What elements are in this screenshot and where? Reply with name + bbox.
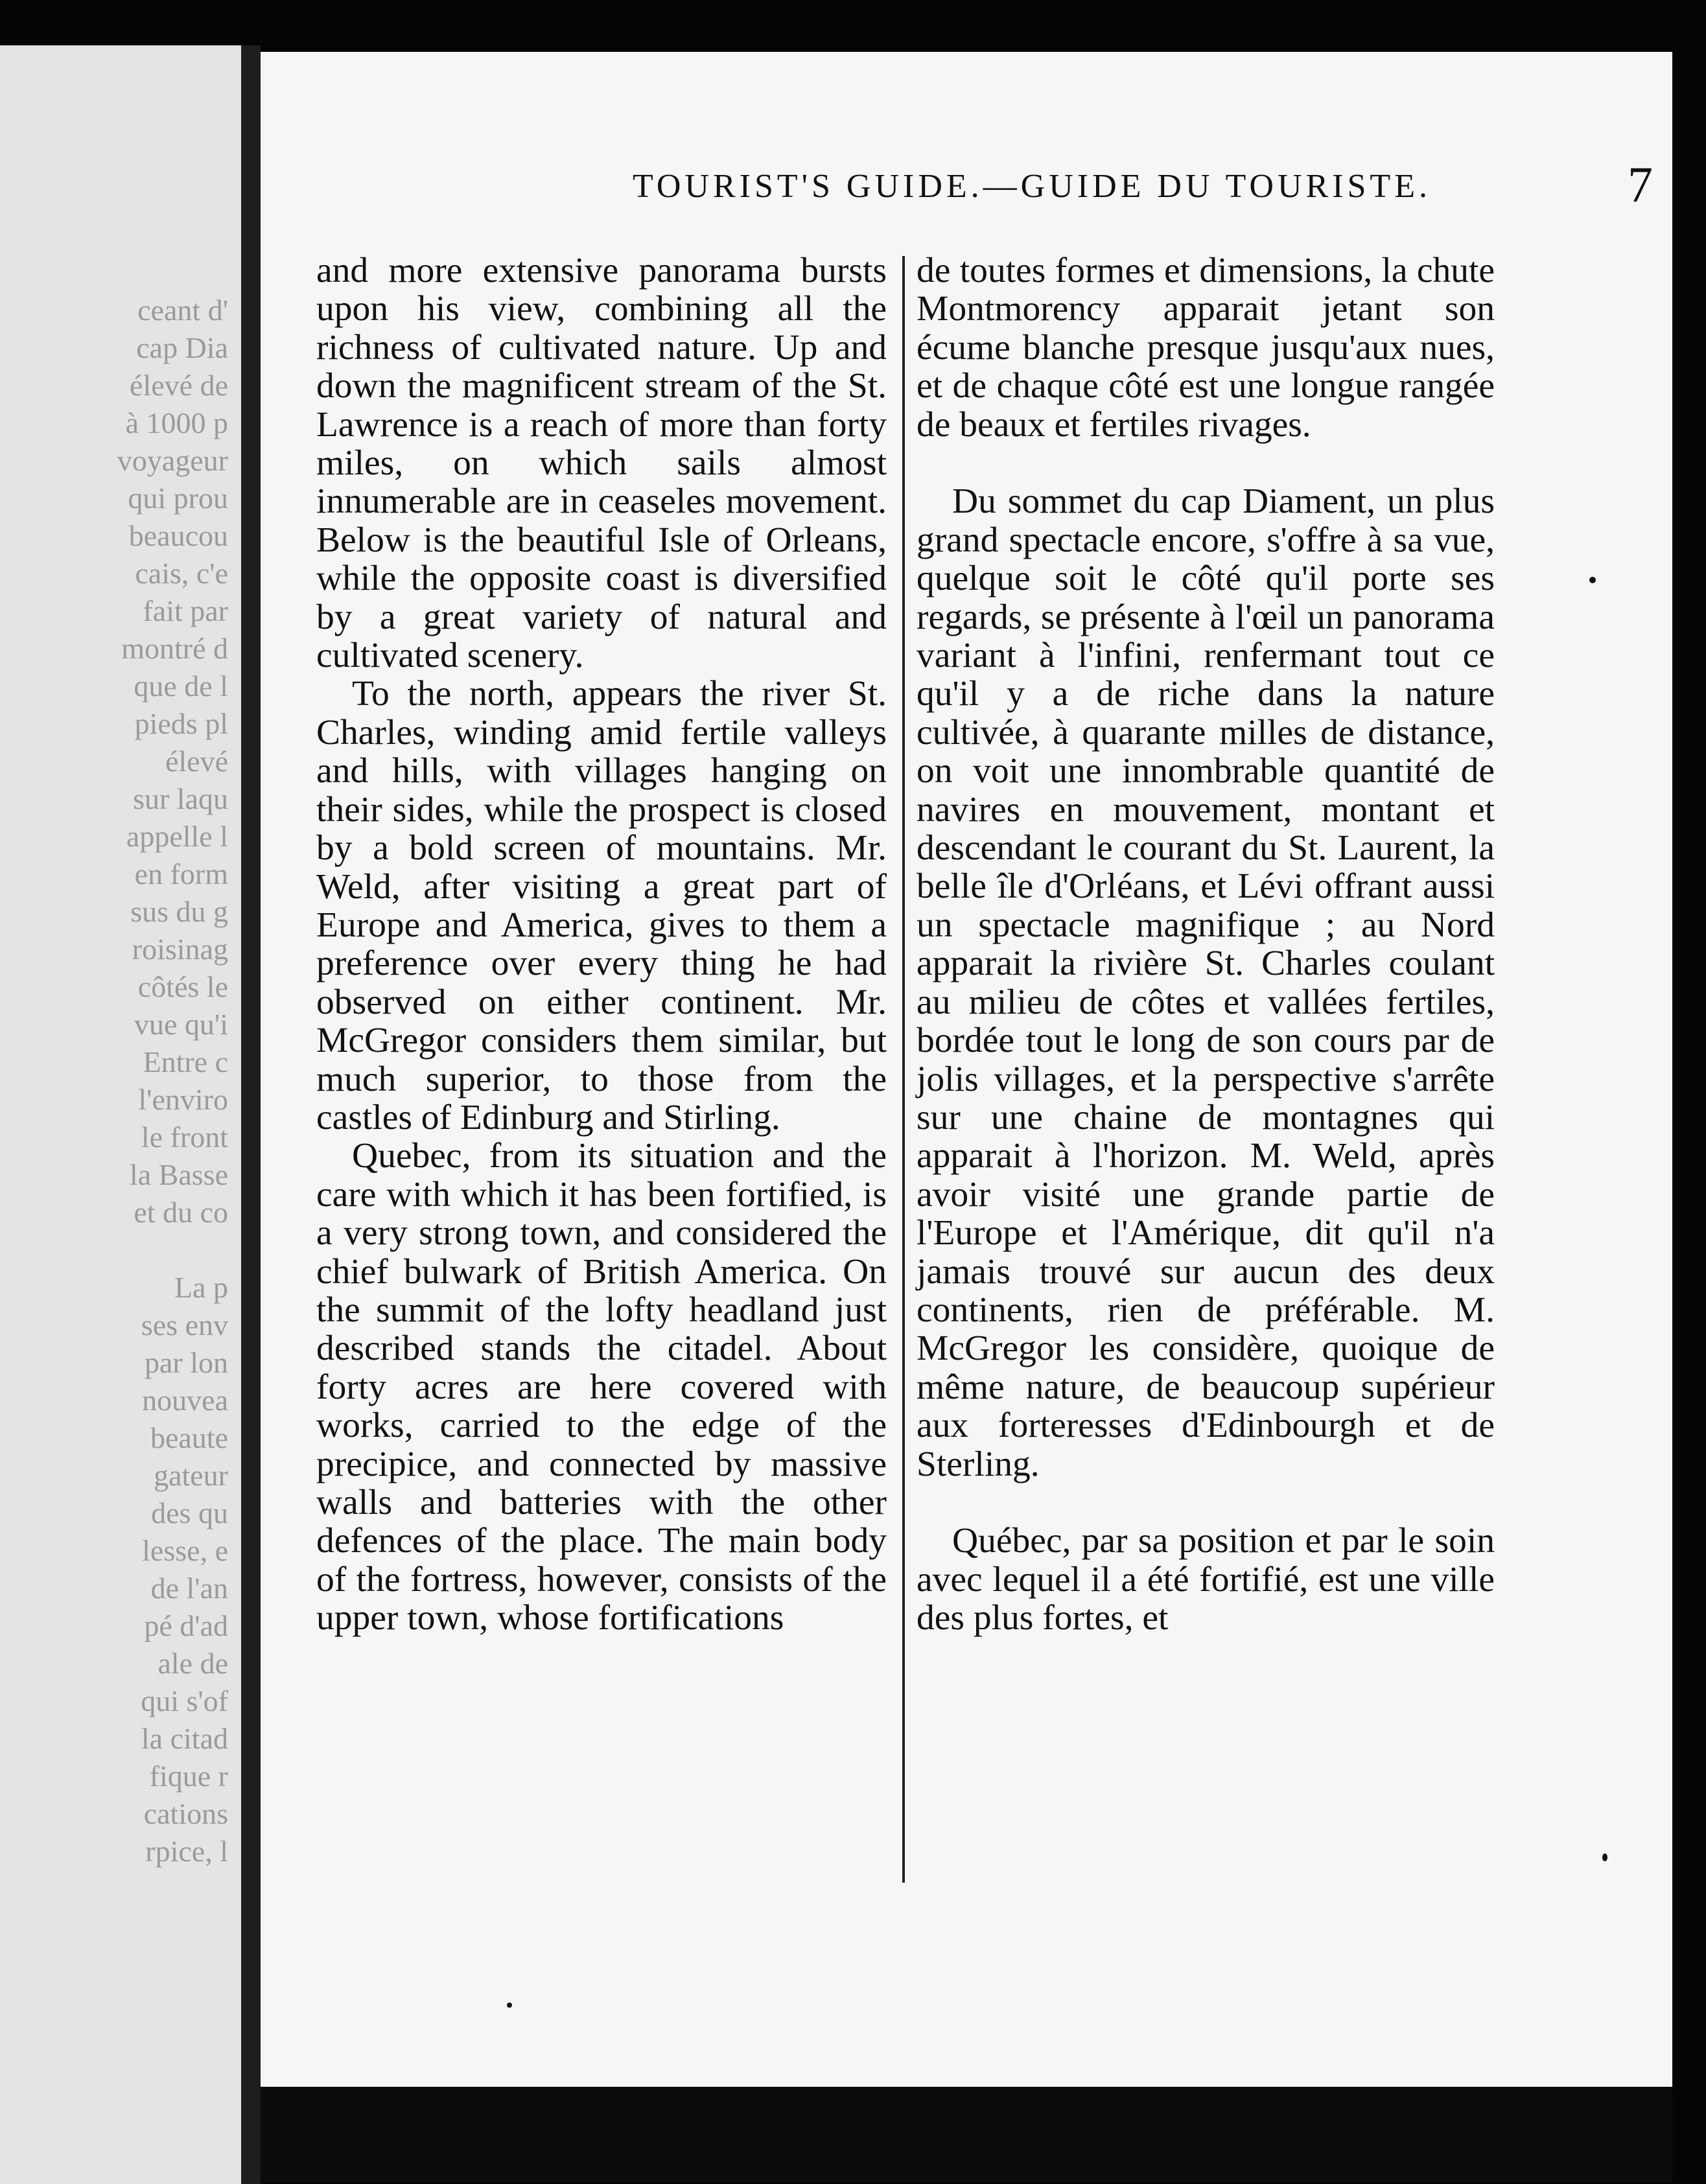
english-column — [316, 251, 887, 1638]
print-speck — [1602, 1853, 1607, 1861]
english-paragraph: and more extensive panorama bursts upon his view, combining all the richness of cultivated nature. Up and down the magnificent stream of the St. Lawrence is a reach of more than forty miles, on which sails almost innumerable are in ceaseles movement. Below is the beautiful Isle of Orleans, while the opposite coast is diversified by a great variety of natural and cultivated scenery. — [316, 251, 887, 676]
french-paragraph: de toutes formes et dimensions, la chute Montmorency apparait jetant son écume blanche presque jusqu'aux nues, et de chaque côté est une longue rangée de beaux et fertiles rivages. — [917, 251, 1495, 445]
page-shadow — [261, 2087, 1672, 2183]
french-column — [917, 251, 1495, 1676]
book-page — [261, 52, 1672, 2087]
french-paragraph: Québec, par sa position et par le soin avec lequel il a été fortifié, est une ville des plus fortes, et — [917, 1521, 1495, 1638]
book-spine — [241, 45, 261, 2184]
french-paragraph: Du sommet du cap Diament, un plus grand spectacle encore, s'offre à sa vue, quelque soit le côté qu'il porte ses regards, se présente à l'œil un panorama variant à l'infini, renfermant tout ce qu'il y a de riche dans la nature cultivée, à quarante milles de distance, on voit une innombrable quantité de navires en mouvement, montant et descendant le courant du St. Laurent, la belle île d'Orléans, et Lévi offrant aussi un spectacle magnifique ; au Nord apparait la rivière St. Charles coulant au milieu de côtes et vallées fertiles, bordée tout le long de son cours par de jolis villages, et la perspective s'arrête sur une chaine de montagnes qui apparait à l'horizon. M. Weld, après avoir visité une grande partie de l'Europe et l'Amérique, dit qu'il n'a jamais trouvé sur aucun des deux continents, rien de préférable. M. McGregor les considère, quoique de même nature, de beaucoup supérieur aux forteresses d'Edinbourgh et de Sterling. — [917, 482, 1495, 1484]
english-paragraph: Quebec, from its situation and the care with which it has been fortified, is a very strong town, and considered the chief bulwark of British America. On the summit of the lofty headland just described stands the citadel. About forty acres are here covered with works, carried to the edge of the precipice, and connected by massive walls and batteries with the other defences of the place. The main body of the fortress, however, consists of the upper town, whose fortifications — [316, 1136, 887, 1638]
facing-page-bleed-text: ceant d' cap Dia élevé de à 1000 p voyageur qui prou beaucou cais, c'e fait par montré d que de l pieds pl élevé sur laqu appelle l en form sus du g roisinag côtés le vue qu'i Entre c l'enviro le front la Basse et du co La p ses env par lon nouvea beaute gateur des qu lesse, e de l'an pé d'ad ale de qui s'of la citad fique r cations rpice, l — [117, 294, 228, 1868]
print-speck — [507, 2003, 512, 2008]
print-speck — [1589, 577, 1596, 583]
column-divider — [902, 256, 905, 1883]
running-header: TOURIST'S GUIDE.—GUIDE DU TOURISTE. — [633, 168, 1431, 205]
english-paragraph: To the north, appears the river St. Charles, winding amid fertile valleys and hills, with villages hanging on their sides, while the prospect is closed by a bold screen of mountains. Mr. Weld, after visiting a great part of Europe and America, gives to them a preference over every thing he had observed on either continent. Mr. McGregor considers them similar, but much superior, to those from the castles of Edinburg and Stirling. — [316, 674, 887, 1137]
facing-page — [0, 45, 241, 2184]
page-number: 7 — [1628, 156, 1653, 213]
